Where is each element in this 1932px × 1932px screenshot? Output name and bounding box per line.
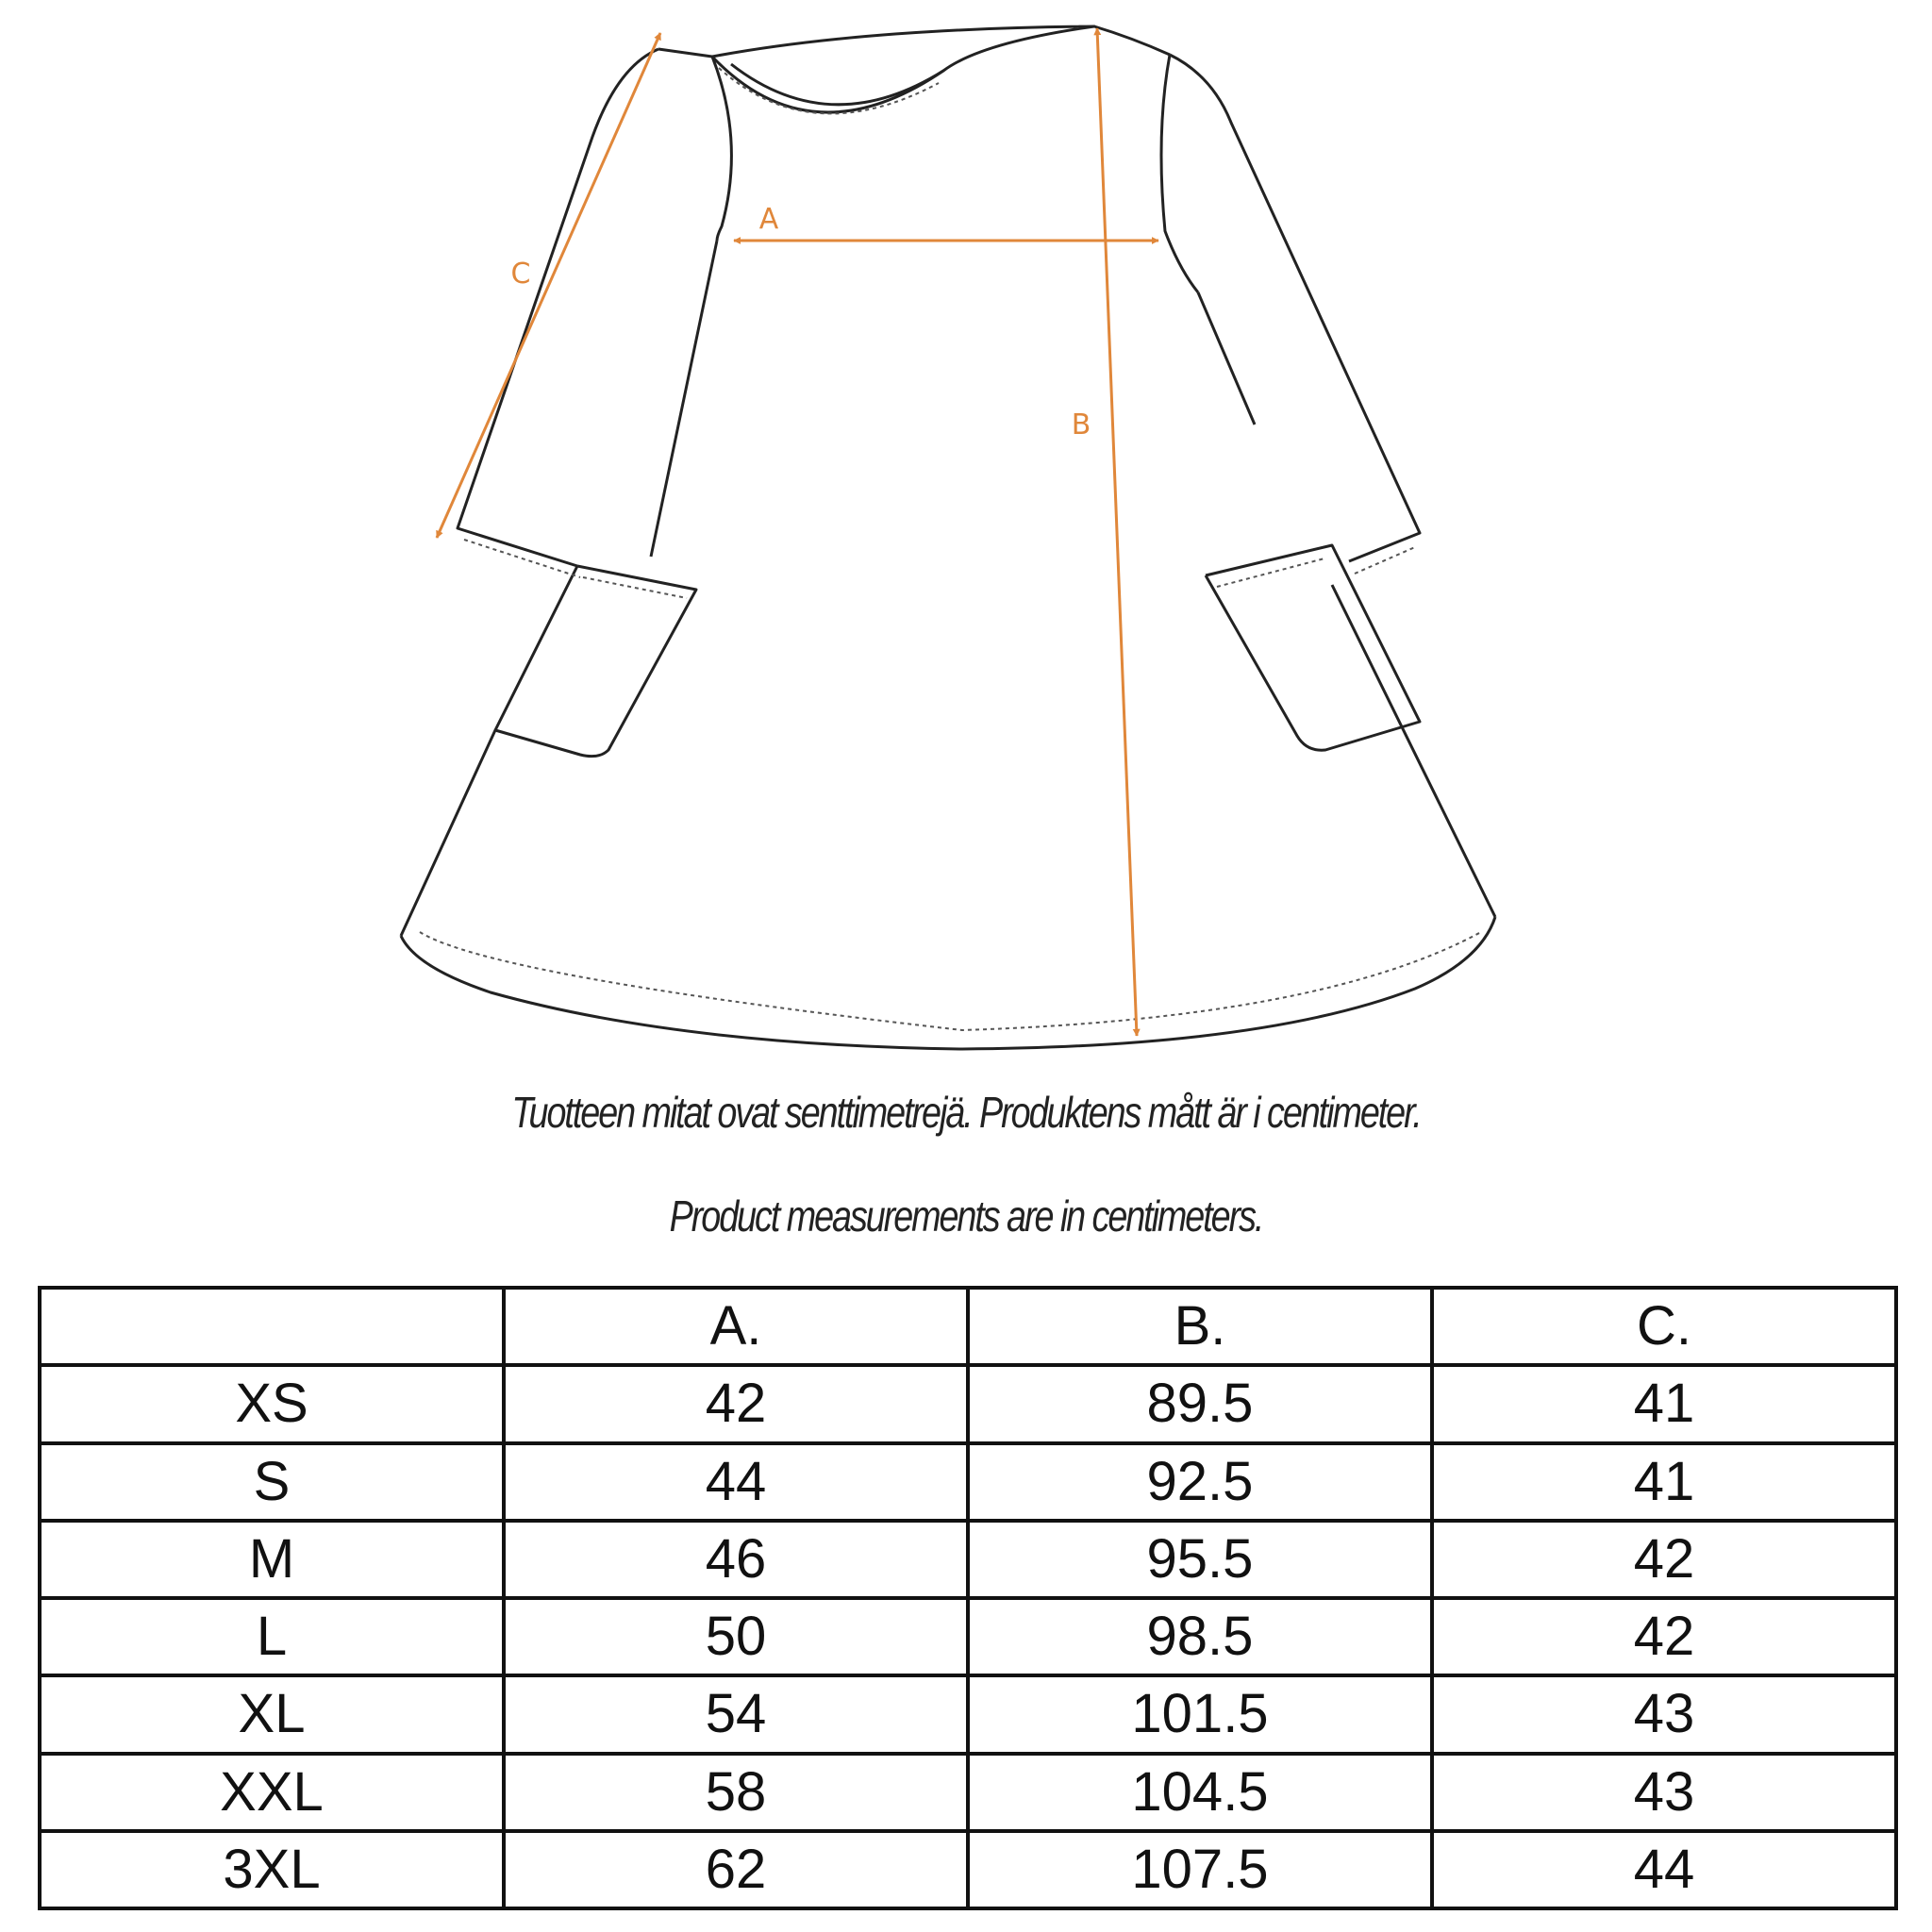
size-cell: S — [40, 1443, 504, 1521]
table-row — [40, 1754, 1896, 1831]
size-cell: XS — [40, 1365, 504, 1442]
value-cell: 41 — [1432, 1443, 1896, 1521]
value-cell: 92.5 — [968, 1443, 1432, 1521]
value-cell: 89.5 — [968, 1365, 1432, 1442]
size-cell: XL — [40, 1675, 504, 1753]
left-armhole — [712, 57, 731, 241]
label-c: C — [510, 258, 531, 291]
value-cell: 46 — [504, 1521, 968, 1598]
measure-c-line — [437, 33, 660, 538]
label-b: B — [1071, 408, 1091, 441]
value-cell: 44 — [504, 1443, 968, 1521]
value-cell: 43 — [1432, 1754, 1896, 1831]
table-header-row — [40, 1288, 1896, 1365]
table-row — [40, 1675, 1896, 1753]
value-cell: 107.5 — [968, 1831, 1432, 1908]
value-cell: 44 — [1432, 1831, 1896, 1908]
value-cell: 58 — [504, 1754, 968, 1831]
left-side — [401, 241, 717, 936]
table-row — [40, 1365, 1896, 1442]
value-cell: 98.5 — [968, 1598, 1432, 1675]
right-side — [1198, 292, 1495, 917]
label-a: A — [758, 203, 779, 236]
header-cell: C. — [1432, 1288, 1896, 1365]
value-cell: 42 — [504, 1365, 968, 1442]
table-row — [40, 1443, 1896, 1521]
value-cell: 41 — [1432, 1365, 1896, 1442]
size-cell: M — [40, 1521, 504, 1598]
value-cell: 42 — [1432, 1598, 1896, 1675]
table-row — [40, 1831, 1896, 1908]
measurement-note-en: Product measurements are in centimeters. — [669, 1191, 1263, 1241]
size-cell: L — [40, 1598, 504, 1675]
header-cell — [40, 1288, 504, 1365]
value-cell: 101.5 — [968, 1675, 1432, 1753]
measurement-lines — [437, 28, 1158, 1036]
dress-outline — [401, 26, 1495, 1049]
table-row — [40, 1598, 1896, 1675]
right-sleeve — [1170, 55, 1420, 561]
value-cell: 62 — [504, 1831, 968, 1908]
measurement-note-fi-sv: Tuotteen mitat ovat senttimetrejä. Produktens mått är i centimeter. — [511, 1088, 1421, 1137]
header-cell: B. — [968, 1288, 1432, 1365]
value-cell: 50 — [504, 1598, 968, 1675]
measure-b-line — [1097, 28, 1137, 1036]
value-cell: 95.5 — [968, 1521, 1432, 1598]
size-cell: XXL — [40, 1754, 504, 1831]
value-cell: 42 — [1432, 1521, 1896, 1598]
right-armhole — [1161, 55, 1198, 292]
left-sleeve — [458, 49, 658, 566]
value-cell: 104.5 — [968, 1754, 1432, 1831]
header-cell: A. — [504, 1288, 968, 1365]
size-table — [38, 1286, 1898, 1910]
value-cell: 43 — [1432, 1675, 1896, 1753]
size-cell: 3XL — [40, 1831, 504, 1908]
value-cell: 54 — [504, 1675, 968, 1753]
right-pocket — [1206, 545, 1420, 750]
table-row — [40, 1521, 1896, 1598]
